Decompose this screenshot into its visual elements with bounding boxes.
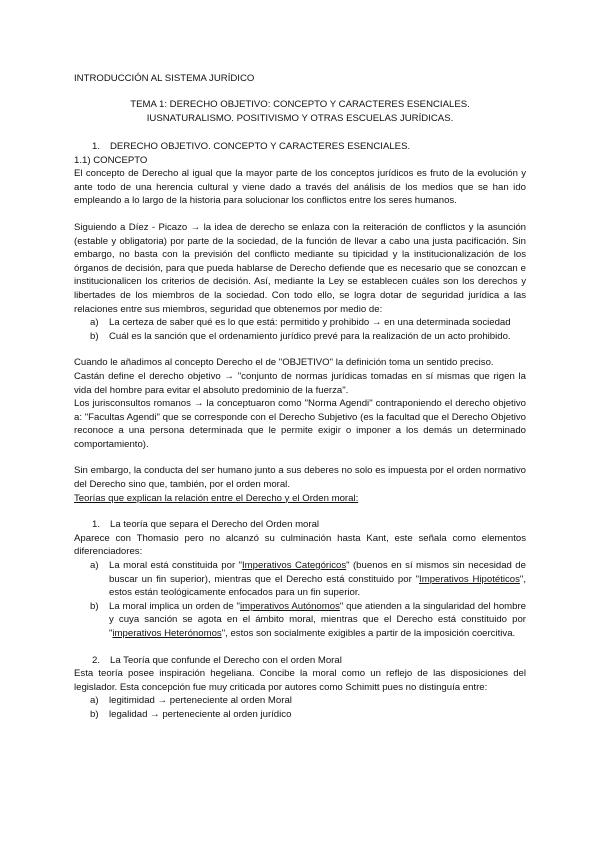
list-item	[90, 708, 526, 722]
list-item-text: La certeza de saber qué es lo que está: permitido y prohibido → en una determinada sociedad	[109, 317, 511, 329]
list-marker: a)	[90, 695, 99, 707]
paragraph-diez-picazo: Siguiendo a Díez - Picazo → la idea de derecho se enlaza con la reiteración de conflictos y la asunción (estable y obligatoria) por parte de la sociedad, de la función de llevar a cabo una justa pacificación. Sin embargo, no basta con la previsión del conflicto mediante su tipicidad y la institucionalización de los órganos de decisión, para que pueda hablarse de Derecho defiende que es necesario que se conozcan e institucionalicen los criterios de decisión. Así, mediante la Ley se establecen cuáles son los derechos y libertades de los miembros de la sociedad. Con todo ello, se logra dotar de seguridad jurídica a las relaciones entre sus miembros, seguridad que obtenemos por medio de:	[74, 221, 526, 315]
teorias-heading: Teorías que explican la relación entre el Derecho y el Orden moral:	[74, 492, 359, 504]
paragraph-objetivo: Cuando le añadimos al concepto Derecho el de "OBJETIVO" la definición toma un sentido preciso.	[74, 357, 494, 369]
list-item	[90, 600, 526, 641]
theory-2-number: 2.	[92, 654, 101, 666]
list-item-text: La moral implica un orden de "imperativos Autónomos" que atienden a la singularidad del hombre y cuya sanción se agota en el ámbito moral, mientras que el Derecho está constituido por "imperativos Heterónomos", estos son socialmente exigibles a partir de la imposición coercitiva.	[109, 600, 527, 639]
underlined-term: imperativos Heterónomos	[112, 628, 222, 639]
list-marker: b)	[90, 330, 99, 342]
underlined-term: Imperativos Categóricos	[241, 560, 347, 572]
section-1-number: 1.	[92, 141, 101, 152]
tema-line-1: TEMA 1: DERECHO OBJETIVO: CONCEPTO Y CARACTERES ESENCIALES.	[130, 99, 470, 110]
theory-1-list	[90, 559, 526, 641]
list-marker: a)	[90, 560, 99, 572]
theory-1-heading	[92, 518, 526, 532]
section-1-heading	[92, 140, 526, 154]
tema-heading	[74, 98, 526, 125]
list-item	[90, 330, 526, 344]
document-title: INTRODUCCIÓN AL SISTEMA JURÍDICO	[74, 73, 255, 84]
theory-2-title: La Teoría que confunde el Derecho con el orden Moral	[110, 654, 342, 666]
document-body	[74, 140, 526, 722]
paragraph-evolucion: El concepto de Derecho al igual que la mayor parte de los conceptos jurídicos es fruto de la evolución y ante todo de una herencia cultural y viene dado a través del análisis de los medios que se han ido empleando a lo largo de la historia para solucionar los conflictos entre los seres humanos.	[74, 168, 526, 207]
underlined-term: imperativos Autónomos	[239, 600, 340, 612]
section-1-title: DERECHO OBJETIVO. CONCEPTO Y CARACTERES ESENCIALES.	[110, 141, 411, 152]
list-item	[90, 694, 526, 708]
list-marker: b)	[90, 708, 99, 720]
list-item	[90, 559, 526, 600]
theory-2-paragraph: Esta teoría posee inspiración hegeliana. Concibe la moral como un reflejo de las disposiciones del legislador. Esta concepción fue muy criticada por autores como Schimitt pues no distinguía entre:	[74, 668, 526, 693]
tema-line-2: IUSNATURALISMO. POSITIVISMO Y OTRAS ESCUELAS JURÍDICAS.	[146, 112, 454, 124]
list-item-text: legalidad → perteneciente al orden jurídico	[109, 708, 292, 720]
theory-2-list	[90, 694, 526, 721]
underlined-term: Imperativos Hipotéticos	[419, 573, 520, 585]
theory-1-intro: Aparece con Thomasio pero no alcanzó su culminación hasta Kant, este señala como elementos diferenciadores:	[74, 532, 526, 558]
list-marker: b)	[90, 600, 99, 612]
seguridad-list	[90, 316, 526, 343]
list-item	[90, 316, 526, 330]
theory-2-heading	[92, 654, 526, 668]
list-item-text: Cuál es la sanción que el ordenamiento jurídico prevé para la realización de un acto prohibido.	[109, 330, 511, 342]
paragraph-castan: Castán define el derecho objetivo → "conjunto de normas jurídicas tomadas en sí mismas que rigen la vida del hombre para evitar el absoluto predominio de la fuerza".	[74, 370, 526, 396]
paragraph-conducta: Sin embargo, la conducta del ser humano junto a sus deberes no solo es impuesta por el orden normativo del Derecho sino que, también, por el orden moral.	[74, 465, 526, 491]
subsection-1-1-heading: 1.1) CONCEPTO	[74, 154, 148, 166]
list-item-text: La moral está constituida por "Imperativos Categóricos" (buenos en sí mismos sin necesidad de buscar un fin superior), mientras que el Derecho está constituido por "Imperativos Hipotéticos", estos están teológicamente enfocados para un fin superior.	[109, 560, 526, 599]
theory-1-number: 1.	[92, 519, 101, 531]
paragraph-jurisconsultos: Los jurisconsultos romanos → la conceptuaron como "Norma Agendi" contraponiendo el derecho objetivo a: "Facultas Agendi" que se corresponde con el Derecho Subjetivo (es la facultad que el Derecho Objetivo reconoce a una persona determinada que le permite exigir o imponer a los demás un determinado comportamiento).	[74, 398, 526, 450]
list-item-text: legitimidad → perteneciente al orden Moral	[109, 695, 292, 707]
list-marker: a)	[90, 317, 99, 329]
theory-1-title: La teoría que separa el Derecho del Orden moral	[110, 519, 320, 531]
